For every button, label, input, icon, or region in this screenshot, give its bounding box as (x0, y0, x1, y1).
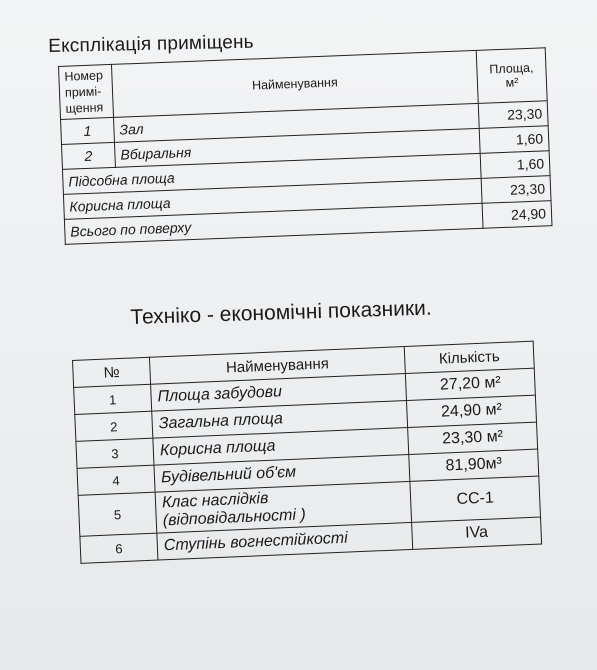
indicator-name: Ступінь вогнестійкості (157, 522, 413, 560)
summary-label: Корисна площа (63, 178, 482, 219)
row-number: 6 (80, 533, 158, 563)
explication-table (58, 47, 553, 245)
room-number: 2 (62, 142, 116, 169)
header-room-number: Номер примі-щення (59, 64, 114, 119)
indicator-name: Корисна площа (153, 428, 409, 466)
indicator-quantity: 23,30 м² (408, 422, 538, 454)
room-name: Вбиральня (114, 128, 480, 167)
row-number: 5 (78, 492, 157, 536)
summary-label: Всього по поверху (64, 203, 483, 244)
indicator-name: Будівельний об'єм (154, 454, 410, 492)
row-number: 1 (74, 384, 152, 414)
room-name: Зал (114, 103, 480, 142)
summary-value: 24,90 (482, 201, 552, 229)
room-area: 1,60 (479, 126, 549, 154)
indicators-table (72, 341, 542, 564)
row-number: 3 (76, 438, 154, 468)
room-number: 1 (61, 117, 115, 144)
summary-value: 1,60 (480, 151, 550, 179)
header-name: Найменування (111, 50, 478, 117)
summary-label: Підсобна площа (62, 153, 481, 194)
indicator-quantity: СС-1 (410, 476, 541, 522)
indicator-name: Площа забудови (151, 374, 407, 412)
indicator-quantity: 81,90м³ (409, 449, 539, 481)
indicator-name: Загальна площа (152, 401, 408, 439)
indicator-name: Клас наслідків (відповідальності ) (155, 481, 411, 533)
room-area: 23,30 (478, 101, 548, 129)
row-number: 4 (77, 465, 155, 495)
header-name: Найменування (149, 347, 405, 385)
indicator-quantity: 27,20 м² (405, 368, 535, 400)
row-number: 2 (75, 411, 153, 441)
explication-title: Експлікація приміщень (48, 31, 254, 57)
header-quantity: Кількість (404, 341, 534, 373)
indicator-quantity: 24,90 м² (406, 395, 536, 427)
header-number: № (73, 357, 151, 387)
indicators-title: Техніко - економічні показники. (130, 296, 433, 329)
header-area: Площа, м² (476, 48, 547, 104)
summary-value: 23,30 (481, 176, 551, 204)
indicator-quantity: IVa (412, 517, 542, 549)
